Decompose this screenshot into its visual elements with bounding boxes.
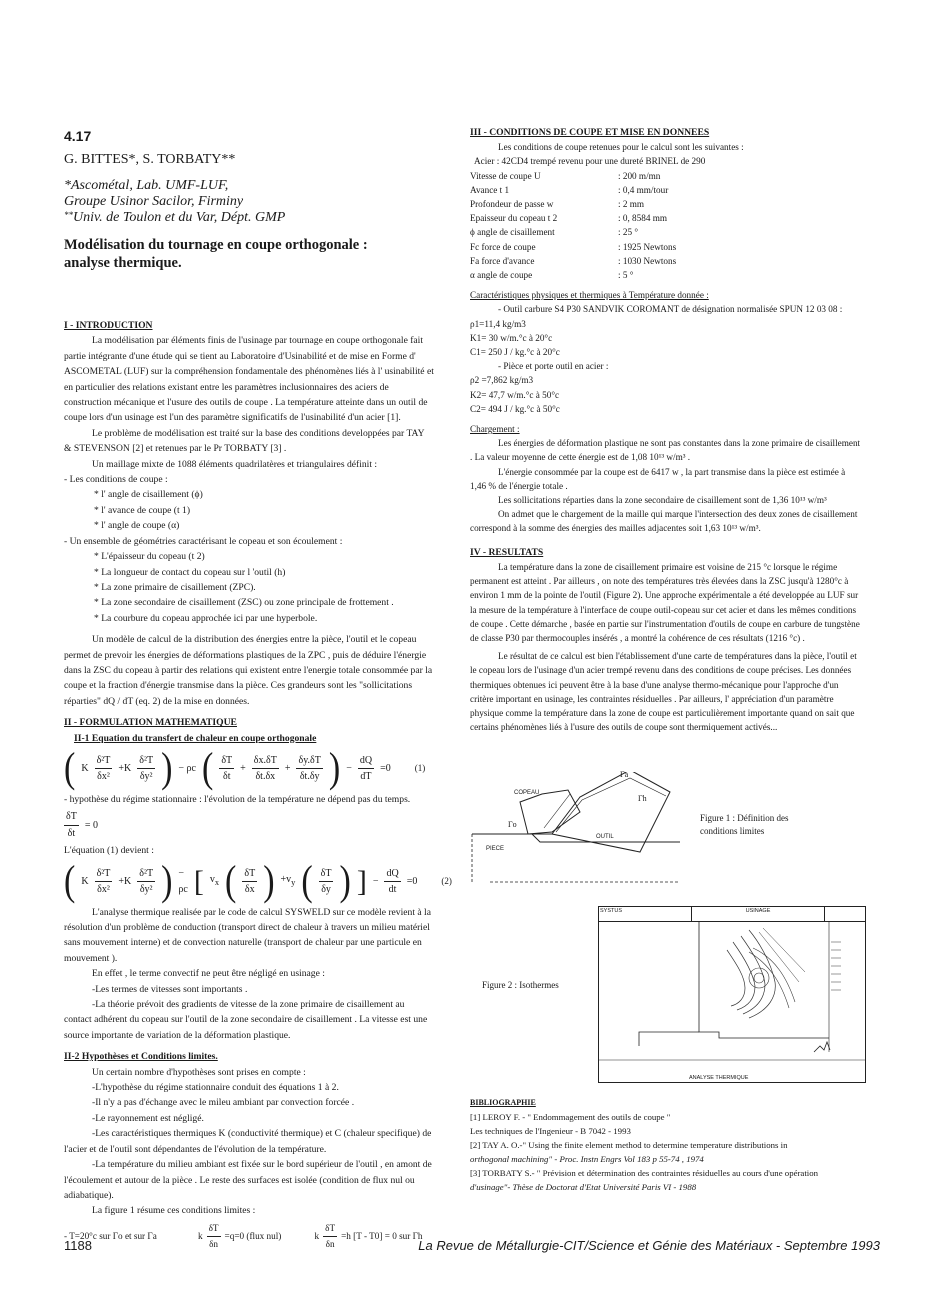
biblio-heading: BIBLIOGRAPHIE — [470, 1098, 536, 1107]
conditions-row-key: ϕ angle de cisaillement — [470, 227, 555, 238]
chargement-p1: Les énergies de déformation plastique ne sont pas constantes dans la zone primaire de cisaillement . La valeur moyenne de cette énergie est de 1,08 10¹³ w/m³ . — [470, 438, 861, 463]
conditions-row-key: Fa force d'avance — [470, 255, 535, 266]
conditions-row-key: Vitesse de coupe U — [470, 170, 541, 181]
intro-list2-d: * La zone secondaire de cisaillement (ZSC) ou zone principale de frottement . — [94, 597, 394, 609]
hyp-p2: -L'hypothèse du régime stationnaire conduit des équations 1 à 2. — [92, 1082, 339, 1094]
formulation-heading: II - FORMULATION MATHEMATIQUE — [64, 717, 237, 729]
biblio-ref3-line2: d'usinage"- Thèse de Doctorat d'Etat Université Paris VI - 1988 — [470, 1182, 697, 1192]
intro-list1-c: * l' angle de coupe (α) — [94, 520, 180, 532]
intro-heading: I - INTRODUCTION — [64, 320, 153, 331]
figure-2-caption: Figure 2 : Isothermes — [482, 980, 559, 990]
equation-dt-zero: $\frac{\delta T}{\delta t}$ = 0 — [66, 811, 98, 839]
equation-2-number: (2) — [441, 875, 452, 886]
hypotheses-heading: II-2 Hypothèses et Conditions limites. — [64, 1051, 218, 1063]
caract-k1: K1= 30 w/m.°c à 20°c — [470, 332, 553, 343]
bc-2: =q=0 (flux nul) — [224, 1230, 282, 1241]
bibliography — [470, 1096, 870, 1194]
affiliation-3 — [64, 210, 285, 226]
figure-2-footer: ANALYSE THERMIQUE — [689, 1075, 749, 1081]
formulation-p4: -La théorie prévoit des gradients de vitesse de la zone primaire de cisaillement au contact adhérent du copeau sur l'outil de la zone secondaire de cisaillement . La vitesse est une source importante de variation de la déformation plastique. — [64, 999, 428, 1041]
left-column — [64, 318, 452, 1259]
right-column — [470, 126, 862, 734]
figure-1-caption-line2: conditions limites — [700, 826, 765, 836]
hyp-p1: Un certain nombre d'hypothèses sont prises en compte : — [92, 1066, 306, 1078]
intro-p1: La modélisation par éléments finis de l'usinage par tournage en coupe orthogonale fait partie intégrante d'une étude qui se tient au Laboratoire d'Usinabilité et de mise en Forme d' ASCOMETAL (LUF) sur la compréhension fondamentale des phénomènes liés à l' usinabilité et en particulier des relations existant entre les paramètres inclusionnaires des aciers de construction mécanique et l'usure des outils de coupe . La température atteinte dans un outil de coupe lors d'un usinage est l'un des paramètre significatifs de l'usinabilité d'un acier [1]. — [64, 335, 434, 424]
article-number: 4.17 — [64, 128, 92, 144]
conditions-row-value: : 5 ° — [618, 270, 634, 281]
chargement-p3: Les sollicitations réparties dans la zone secondaire de cisaillement sont de 1,36 10¹³ w/m³ — [498, 495, 827, 506]
figure-2-header — [599, 907, 865, 922]
conditions-row — [470, 254, 862, 268]
intro-list2-b: * La longueur de contact du copeau sur l 'outil (h) — [94, 566, 286, 578]
hyp-p4: -Le rayonnement est négligé. — [92, 1112, 204, 1124]
conditions-row-key: α angle de coupe — [470, 270, 533, 281]
chargement-p2: L'énergie consommée par la coupe est de 6417 w , la part transmise dans la pièce est estimée à 1,46 % de l'énergie totale . — [470, 466, 846, 491]
figure-1-caption-line1: Figure 1 : Définition des — [700, 813, 789, 823]
page-number: 1188 — [64, 1238, 92, 1253]
affiliation-3-marker: ** — [64, 210, 73, 220]
caract-rho2: ρ2 =7,862 kg/m3 — [470, 375, 534, 386]
boundary-conditions: - T=20°c sur Γo et sur Γa k $\frac{\delta T}{\delta n}$ =q=0 (flux nul) k $\frac{\delta T}{\delta n}$ =h [T - T0] = 0 sur Γh — [64, 1222, 423, 1250]
intro-list2-c: * La zone primaire de cisaillement (ZPC). — [94, 581, 256, 593]
label-gamma-h: Γh — [638, 794, 647, 803]
figure-1-drawing — [470, 772, 680, 890]
biblio-ref1-line1: [1] LEROY F. - " Endommagement des outils de coupe " — [470, 1112, 671, 1122]
label-gamma-o: Γo — [508, 820, 517, 829]
affiliation-2: Groupe Usinor Sacilor, Firminy — [64, 194, 244, 209]
intro-p4: Un modèle de calcul de la distribution des énergies entre la pièce, l'outil et le copeau permet de prevoir les énergies de déformations plastiques de la ZPC , puis de déduire l'énergie dans la ZSC du copeau à partir des relations qui existent entre l'energie totale consommée par la coupe et la fraction d'énergie transmise dans la pièce. Ces grandeurs sont les "sollicitations réparties" dQ / dT (eq. 2) de la mise en données. — [64, 634, 433, 707]
conditions-row-value: : 1925 Newtons — [618, 241, 677, 252]
conditions-row — [470, 225, 862, 239]
conditions-row — [470, 211, 862, 225]
authors: G. BITTES*, S. TORBATY** — [64, 152, 236, 167]
stationary-hypothesis: - hypothèse du régime stationnaire : l'évolution de la température ne dépend pas du temps. — [64, 793, 411, 805]
intro-p3: Un maillage mixte de 1088 éléments quadrilatères et triangulaires définit : — [92, 458, 378, 470]
conditions-row — [470, 240, 862, 254]
intro-list1-a: * l' angle de cisaillement (ϕ) — [94, 489, 203, 501]
figure-2 — [598, 906, 866, 1083]
caract-k2: K2= 47,7 w/m.°c à 50°c — [470, 389, 560, 400]
biblio-ref1-line2: Les techniques de l'Ingenieur - B 7042 - 1993 — [470, 1126, 631, 1136]
figure-2-header-left: SYSTUS — [599, 907, 692, 921]
intro-p2: Le problème de modélisation est traité sur la base des conditions developpées par TAY & STEVENSON [2] et retenues par le Pr TORBATY [3] . — [64, 427, 425, 455]
conditions-row-value: : 2 mm — [618, 199, 645, 210]
intro-list1: - Les conditions de coupe : — [64, 474, 168, 486]
conditions-row — [470, 268, 862, 282]
formulation-p2: En effet , le terme convectif ne peut être négligé en usinage : — [92, 968, 325, 980]
biblio-ref2-line1: [2] TAY A. O.-" Using the finite element method to determine temperature distributions in — [470, 1140, 788, 1150]
conditions-intro: Les conditions de coupe retenues pour le calcul sont les suivantes : — [498, 142, 744, 153]
label-outil: OUTIL — [596, 834, 614, 840]
formulation-p3: -Les termes de vitesses sont importants . — [92, 983, 248, 995]
chargement-p4: On admet que le chargement de la maille qui marque l'intersection des deux zones de cisaillement correspond à la somme des énergies des mailles adjacentes soit 1,63 10¹³ w/m³. — [470, 509, 858, 534]
conditions-row-key: Profondeur de passe w — [470, 199, 554, 210]
equation-2: ( K $\frac{\text{δ²T}}{\text{δx²}}$ +K $\frac{\text{δ²T}}{\text{δy²}}$ ) − ρc [ $v_x$ ( $\frac{\delta T}{\delta x}$ ) $+v_y$ ( $\frac{\delta T}{\delta y}$ ) ] − $\frac{dQ}{dt}$ =0 (2) — [64, 857, 452, 905]
article-title: Modélisation du tournage en coupe orthogonale : analyse thermique. — [64, 237, 368, 271]
conditions-row-value: : 1030 Newtons — [618, 255, 677, 266]
conditions-row — [470, 169, 862, 183]
conditions-heading: III - CONDITIONS DE COUPE ET MISE EN DONNEES — [470, 127, 710, 138]
results-heading: IV - RESULTATS — [470, 546, 544, 558]
hyp-p3: -Il n'y a pas d'échange avec le mileu ambiant par convection forcée . — [92, 1097, 355, 1109]
intro-list2-a: * L'épaisseur du copeau (t 2) — [94, 551, 205, 563]
bc-3: =h [T - T0] = 0 sur Γh — [341, 1230, 423, 1241]
label-gamma-a: Γa — [620, 770, 629, 779]
conditions-row — [470, 183, 862, 197]
hyp-p7: La figure 1 résume ces conditions limites : — [92, 1205, 256, 1217]
figure-2-header-mid: USINAGE — [745, 908, 771, 914]
equation-1-number: (1) — [414, 763, 426, 774]
formulation-subheading: II-1 Equation du transfert de chaleur en coupe orthogonale — [74, 732, 317, 744]
conditions-acier: Acier : 42CD4 trempé revenu pour une dureté BRINEL de 290 — [474, 156, 706, 167]
conditions-row-value: : 0, 8584 mm — [618, 213, 668, 224]
biblio-ref3-line1: [3] TORBATY S.- " Prévision et détermination des contraintes résiduelles au cours d'une opération — [470, 1168, 819, 1178]
conditions-row-value: : 0,4 mm/tour — [618, 184, 669, 195]
caract-rho1: ρ1=11,4 kg/m3 — [470, 318, 526, 329]
affiliation-3-text: Univ. de Toulon et du Var, Dépt. GMP — [73, 210, 286, 225]
conditions-row-key: Epaisseur du copeau t 2 — [470, 213, 558, 224]
hyp-p5: -Les caractéristiques thermiques K (conductivité thermique) et C (chaleur specifique) de l'acier et de l'outil sont dépendantes de l'évolution de la température. — [64, 1128, 432, 1155]
caract-piece: - Pièce et porte outil en acier : — [498, 361, 609, 372]
biblio-ref2-line2: orthogonal machining" - Proc. Instn Engrs Vol 183 p 55-74 , 1974 — [470, 1154, 704, 1164]
intro-list2-e: * La courbure du copeau approchée ici par une hyperbole. — [94, 612, 318, 624]
affiliation-1: *Ascométal, Lab. UMF-LUF, — [64, 178, 229, 193]
bc-1: - T=20°c sur Γo et sur Γa — [64, 1230, 157, 1241]
hyp-p6: -La température du milieu ambiant est fixée sur le bord supérieur de l'outil , en amont de l'écoulement et autour de la pièce . Le reste des surfaces est isolée (condition de flux nul ou adiabatique). — [64, 1159, 432, 1201]
results-p2: Le résultat de ce calcul est bien l'établissement d'une carte de températures dans la pièce, l'outil et le copeau lors de l'usinage d'un acier trempé revenu dans des conditions de coupe précises. Les données thermiques obtenues ici peuvent être à la base d'une analyse thermo-mécanique pour l'approche d'un critère important en usinage, les contraintes résiduelles . Par ailleurs, l' appréciation d'un paramètre physique comme la température dans la zone de coupe est particulièrement importante quand on sait que certains phénomènes liés à l'usure des outils de coupe sont thermiquement activés... — [470, 651, 857, 733]
chargement-heading: Chargement : — [470, 424, 520, 435]
intro-list2: - Un ensemble de géométries caractérisant le copeau et son écoulement : — [64, 535, 343, 547]
conditions-row-key: Avance t 1 — [470, 184, 510, 195]
label-copeau: COPEAU — [514, 790, 540, 796]
caract-c2: C2= 494 J / kg.°c à 50°c — [470, 403, 560, 414]
caract-heading: Caractéristiques physiques et thermiques à Température donnée : — [470, 290, 709, 301]
formulation-p1: L'analyse thermique realisée par le code de calcul SYSWELD sur ce modèle revient à la résolution d'un problème de conduction (transport direct de chaleur à travers un milieu matériel sans mouvement interne) et de convection naturelle (transport de chaleur par une particule en mouvement ). — [64, 906, 431, 964]
conditions-table — [470, 169, 862, 283]
caract-outil: - Outil carbure S4 P30 SANDVIK COROMANT de désignation normalisée SPUN 12 03 08 : — [498, 304, 843, 315]
intro-list1-b: * l' avance de coupe (t 1) — [94, 504, 191, 516]
conditions-row-value: : 25 ° — [618, 227, 639, 238]
equation-1: ( K $\frac{\text{δ²T}}{\text{δx²}}$ +K $\frac{\text{δ²T}}{\text{δy²}}$ ) − ρc ( $\frac{\delta T}{\delta t}$ + $\frac{\delta x.\delta T}{\delta t.\delta x}$ + $\frac{\delta y.\delta T}{\delta t.\delta y}$ ) − $\frac{dQ}{dT}$ =0 (1) — [64, 745, 426, 792]
journal-footer: La Revue de Métallurgie-CIT/Science et Génie des Matériaux - Septembre 1993 — [418, 1238, 880, 1253]
figure-1-caption — [700, 812, 789, 838]
caract-c1: C1= 250 J / kg.°c à 20°c — [470, 347, 560, 358]
equation-becomes: L'équation (1) devient : — [64, 845, 154, 857]
conditions-row — [470, 197, 862, 211]
results-p1: La température dans la zone de cisaillement primaire est voisine de 215 °c lorsque le régime permanent est atteint . Par ailleurs , on note des températures très élevées dans la ZSC jusqu'à 1280°c à environ 1 mm de la pointe de l'outil (Figure 2). Une approche expérimentale a été developpée au LUF sur la mesure de la température à l'interface de coupe outil-copeau sur cet acier et dans les mêmes conditions de coupe . Cette démarche , basée en partie sur l'instrumentation d'outils de coupe en carbure de tungstène de classe P30 par thermocouples insérés , a montré la cohérence de ces résultats (1216 °c) . — [470, 561, 860, 643]
conditions-row-key: Fc force de coupe — [470, 241, 536, 252]
figure-2-drawing — [599, 922, 865, 1070]
conditions-row-value: : 200 m/mn — [618, 170, 661, 181]
figure-1 — [470, 772, 680, 890]
label-piece: PIECE — [486, 846, 505, 852]
